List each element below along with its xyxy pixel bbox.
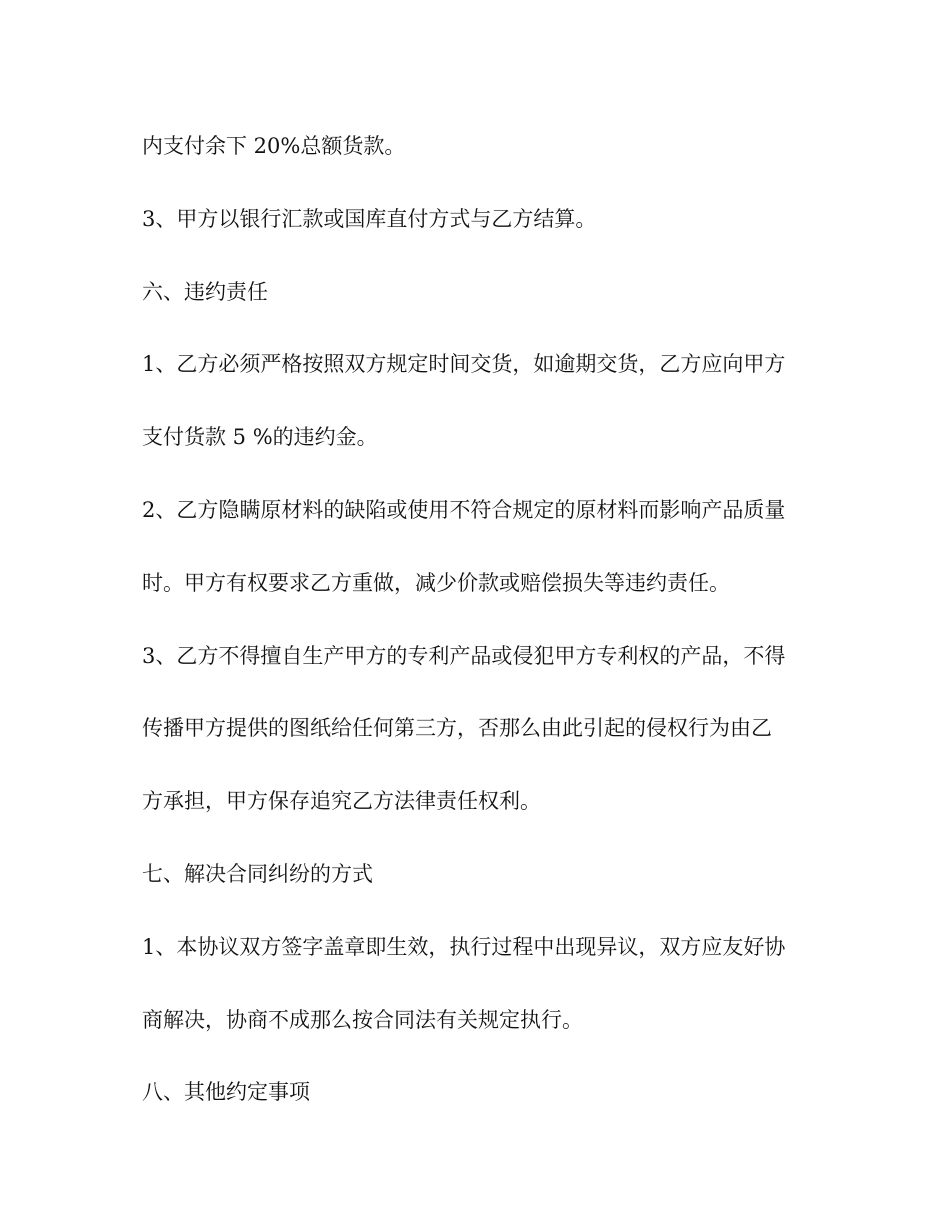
text-line-4: 1、乙方必须严格按照双方规定时间交货，如逾期交货，乙方应向甲方: [142, 352, 786, 377]
text-line-13: 商解决，协商不成那么按合同法有关规定执行。: [142, 1007, 583, 1032]
text-line-7: 时。甲方有权要求乙方重做，减少价款或赔偿损失等违约责任。: [142, 570, 730, 595]
text-line-1: 内支付余下 20%总额货款。: [142, 134, 406, 158]
text-line-8: 3、乙方不得擅自生产甲方的专利产品或侵犯甲方专利权的产品，不得: [142, 643, 786, 668]
text-line-10: 方承担，甲方保存追究乙方法律责任权利。: [142, 789, 541, 814]
text-line-9: 传播甲方提供的图纸给任何第三方，否那么由此引起的侵权行为由乙: [142, 716, 772, 741]
text-line-2: 3、甲方以银行汇款或国库直付方式与乙方结算。: [142, 206, 597, 231]
text-line-5: 支付货款 5 %的违约金。: [142, 425, 378, 450]
text-line-12: 1、本协议双方签字盖章即生效，执行过程中出现异议，双方应友好协: [142, 934, 786, 959]
section-heading-6: 六、违约责任: [142, 279, 268, 304]
section-heading-7: 七、解决合同纠纷的方式: [142, 861, 373, 886]
document-body: [142, 122, 812, 1141]
section-heading-8: 八、其他约定事项: [142, 1080, 310, 1105]
text-line-6: 2、乙方隐瞒原材料的缺陷或使用不符合规定的原材料而影响产品质量: [142, 497, 786, 522]
